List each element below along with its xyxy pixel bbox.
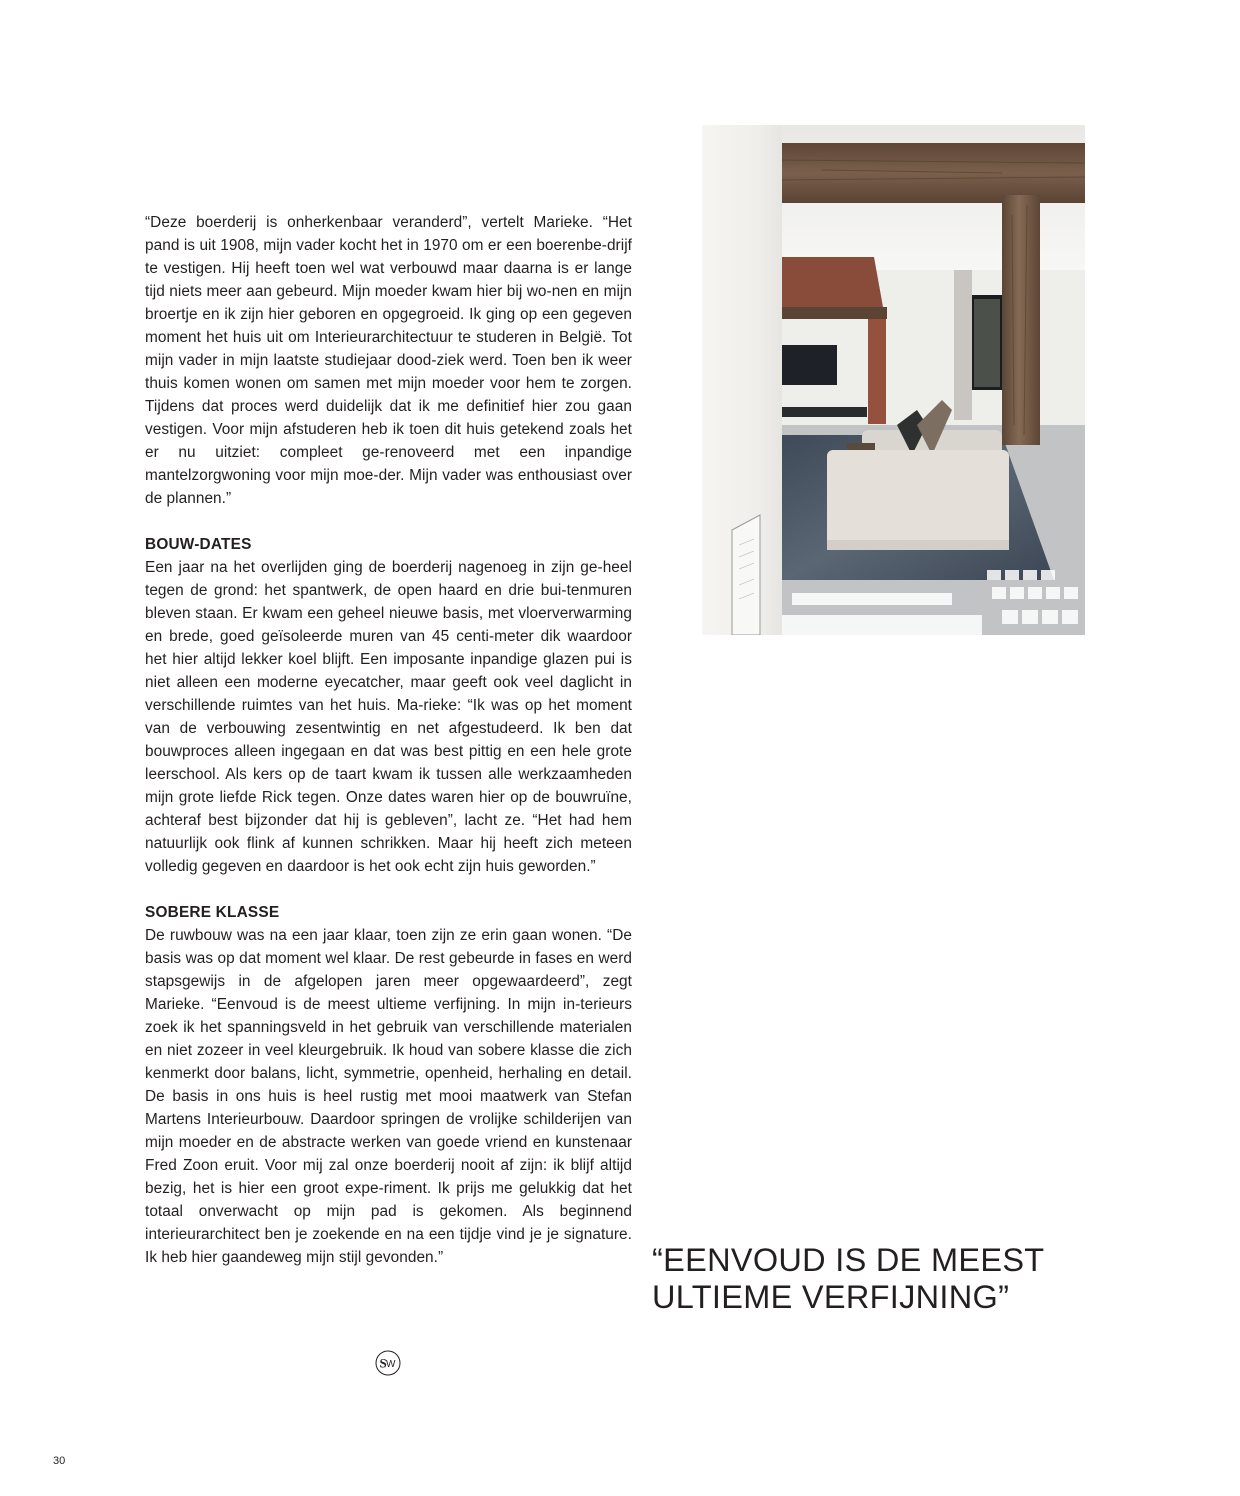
pull-quote	[652, 1242, 1045, 1316]
article-intro-paragraph: “Deze boerderij is onherkenbaar veranderd”, vertelt Marieke. “Het pand is uit 1908, mijn vader kocht het in 1970 om er een boerenbe-drijf te vestigen. Hij heeft toen wel wat verbouwd maar daarna is er lange tijd niets meer aan gebeurd. Mijn moeder kwam hier bij wo-nen en mijn broertje en ik zijn hier geboren en opgegroeid. Ik ging op een gegeven moment het huis uit om Interieurarchitectuur te studeren in België. Tot mijn vader in mijn laatste studiejaar dood-ziek werd. Toen ben ik weer thuis komen wonen om samen met mijn moeder voor hem te zorgen. Tijdens dat proces werd duidelijk dat ik me definitief hier zou gaan vestigen. Voor mijn afstuderen heb ik toen dit huis getekend zoals het er nu uitziet: compleet ge-renoveerd met een inpandige mantelzorgwoning voor mijn moe-der. Mijn vader was enthousiast over de plannen.”	[145, 214, 632, 507]
pull-quote-line-2: ULTIEME VERFIJNING”	[652, 1279, 1010, 1315]
svg-text:W: W	[386, 1359, 396, 1370]
sw-logo-icon	[375, 1350, 401, 1376]
page-number: 30	[53, 1455, 66, 1467]
interior-photo	[702, 125, 1085, 635]
section-body-sobere-klasse: De ruwbouw was na een jaar klaar, toen zijn ze erin gaan wonen. “De basis was op dat moment wel klaar. De rest gebeurde in fases en werd stapsgewijs in de afgelopen jaren meer opgewaardeerd”, zegt Marieke. “Eenvoud is de meest ultieme verfijning. In mijn in-terieurs zoek ik het spanningsveld in het gebruik van verschillende materialen en niet zozeer in veel kleurgebruik. Ik houd van sobere klasse die zich kenmerkt door balans, licht, symmetrie, openheid, herhaling en detail. De basis in ons huis is heel rustig met mooi maatwerk van Stefan Martens Interieurbouw. Daardoor springen de vrolijke schilderijen van mijn moeder en de abstracte werken van goede vriend en kunstenaar Fred Zoon eruit. Voor mij zal onze boerderij nooit af zijn: ik blijf altijd bezig, het is hier een groot expe-riment. Ik prijs me gelukkig dat het totaal onverwacht op mijn pad is gekomen. Als beginnend interieurarchitect ben je zoekende en na een tijdje vind je je signature. Ik heb hier gaandeweg mijn stijl gevonden.”	[145, 927, 632, 1266]
section-heading-sobere-klasse: SOBERE KLASSE	[145, 904, 280, 921]
section-heading-bouw-dates: BOUW-DATES	[145, 536, 252, 553]
svg-text:S: S	[379, 1355, 387, 1371]
interior-photo-illustration	[702, 125, 1085, 635]
pull-quote-line-1: “EENVOUD IS DE MEEST	[652, 1242, 1045, 1278]
section-body-bouw-dates: Een jaar na het overlijden ging de boerderij nagenoeg in zijn ge-heel tegen de grond: het spantwerk, de open haard en drie bui-tenmuren bleven staan. Er kwam een geheel nieuwe basis, met vloerverwarming en brede, goed geïsoleerde muren van 45 centi-meter dik waardoor het hier altijd lekker koel blijft. Een imposante inpandige glazen pui is niet alleen een moderne eyecatcher, maar geeft ook veel daglicht in verschillende ruimtes van het huis. Ma-rieke: “Ik was op het moment van de verbouwing zesentwintig en net afgestudeerd. Ik ben dat bouwproces alleen ingegaan en dat was best pittig en een hele grote leerschool. Als kers op de taart kwam ik tussen alle werkzaamheden mijn grote liefde Rick tegen. Onze dates waren hier op de bouwruïne, achteraf best bijzonder dat hij is gebleven”, lacht ze. “Het had hem natuurlijk ook flink af kunnen schrikken. Maar hij heeft zich meteen volledig gegeven en daardoor is het ook echt zijn huis geworden.”	[145, 559, 632, 875]
article-column	[145, 211, 632, 1269]
